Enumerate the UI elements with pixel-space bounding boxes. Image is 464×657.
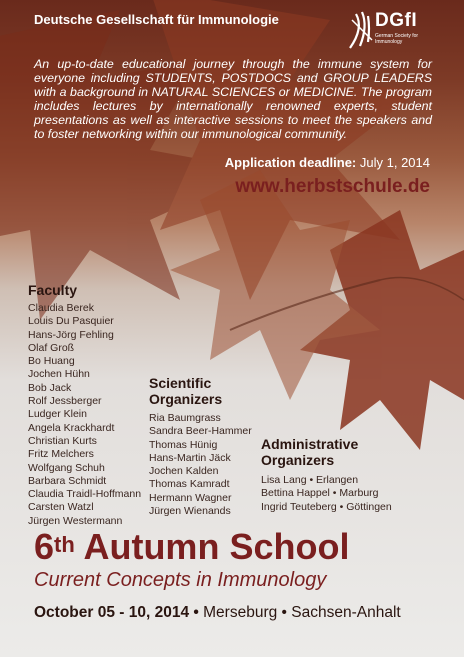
website-link[interactable]: www.herbstschule.de xyxy=(235,176,430,197)
deadline-label: Application deadline: xyxy=(224,155,357,170)
administrative-organizer: Ingrid Teuteberg • Göttingen xyxy=(261,500,392,513)
faculty-member: Jochen Hühn xyxy=(28,368,90,381)
administrative-organizers-title xyxy=(261,436,358,468)
scientific-organizer: Hermann Wagner xyxy=(149,491,232,504)
scientific-organizer: Thomas Hünig xyxy=(149,438,218,451)
faculty-member: Rolf Jessberger xyxy=(28,395,102,408)
organization-name: Deutsche Gesellschaft für Immunologie xyxy=(34,12,279,27)
scientific-organizer: Thomas Kamradt xyxy=(149,478,230,491)
faculty-member: Claudia Traidl-Hoffmann xyxy=(28,488,142,501)
intro-text: An up-to-date educational journey through the immune system for everyone including STUDENTS, POSTDOCS and GROUP LEADERS with a background in NATURAL SCIENCES or MEDICINE. The program includes lectures by internationally renowned experts, student presentations as well as interactive sessions to meet the speakers and to foster networking within our immunological community. xyxy=(34,57,432,141)
event-subtitle: Current Concepts in Immunology xyxy=(34,569,327,591)
scientific-organizer: Hans-Martin Jäck xyxy=(149,451,231,464)
administrative-organizers-list xyxy=(261,474,392,514)
scientific-organizers-title xyxy=(149,375,222,407)
event-dates-location xyxy=(34,604,401,622)
faculty-member: Ludger Klein xyxy=(28,408,87,421)
admin-title-line2: Organizers xyxy=(261,452,335,468)
event-dates: October 05 - 10, 2014 • xyxy=(34,604,199,621)
faculty-member: Jürgen Westermann xyxy=(28,514,123,527)
faculty-member: Claudia Berek xyxy=(28,302,94,314)
faculty-member: Carsten Watzl xyxy=(28,501,94,514)
faculty-member: Christian Kurts xyxy=(28,434,97,447)
admin-title-line1: Administrative xyxy=(261,436,359,452)
scientific-title-line1: Scientific xyxy=(149,375,212,391)
faculty-member: Bob Jack xyxy=(28,381,72,394)
faculty-list xyxy=(28,302,141,528)
scientific-organizer: Jochen Kalden xyxy=(149,465,219,478)
event-number: 6 xyxy=(34,526,55,567)
faculty-member: Fritz Melchers xyxy=(28,448,94,461)
deadline-date: July 1, 2014 xyxy=(359,155,430,170)
scientific-organizers-list xyxy=(149,412,252,518)
event-ordinal: th xyxy=(54,532,75,557)
application-deadline xyxy=(225,155,430,170)
faculty-member: Bo Huang xyxy=(28,355,75,368)
scientific-organizer: Ria Baumgrass xyxy=(149,412,221,424)
event-title xyxy=(34,527,349,567)
logo-subtitle: German Society for Immunology xyxy=(375,33,419,45)
faculty-member: Angela Krackhardt xyxy=(28,421,115,434)
event-name: Autumn School xyxy=(83,526,350,567)
faculty-member: Barbara Schmidt xyxy=(28,474,107,487)
faculty-title: Faculty xyxy=(28,282,78,298)
faculty-member: Hans-Jörg Fehling xyxy=(28,328,114,341)
faculty-member: Wolfgang Schuh xyxy=(28,461,105,474)
scientific-organizer: Sandra Beer-Hammer xyxy=(149,425,252,438)
administrative-organizer: Bettina Happel • Marburg xyxy=(261,487,379,500)
scientific-title-line2: Organizers xyxy=(149,391,223,407)
event-location: Merseburg • Sachsen-Anhalt xyxy=(203,604,401,621)
logo-text: DGfI xyxy=(375,10,418,31)
faculty-member: Olaf Groß xyxy=(28,341,75,354)
administrative-organizer: Lisa Lang • Erlangen xyxy=(261,474,359,486)
faculty-member: Louis Du Pasquier xyxy=(28,315,114,328)
scientific-organizer: Jürgen Wienands xyxy=(149,505,231,518)
